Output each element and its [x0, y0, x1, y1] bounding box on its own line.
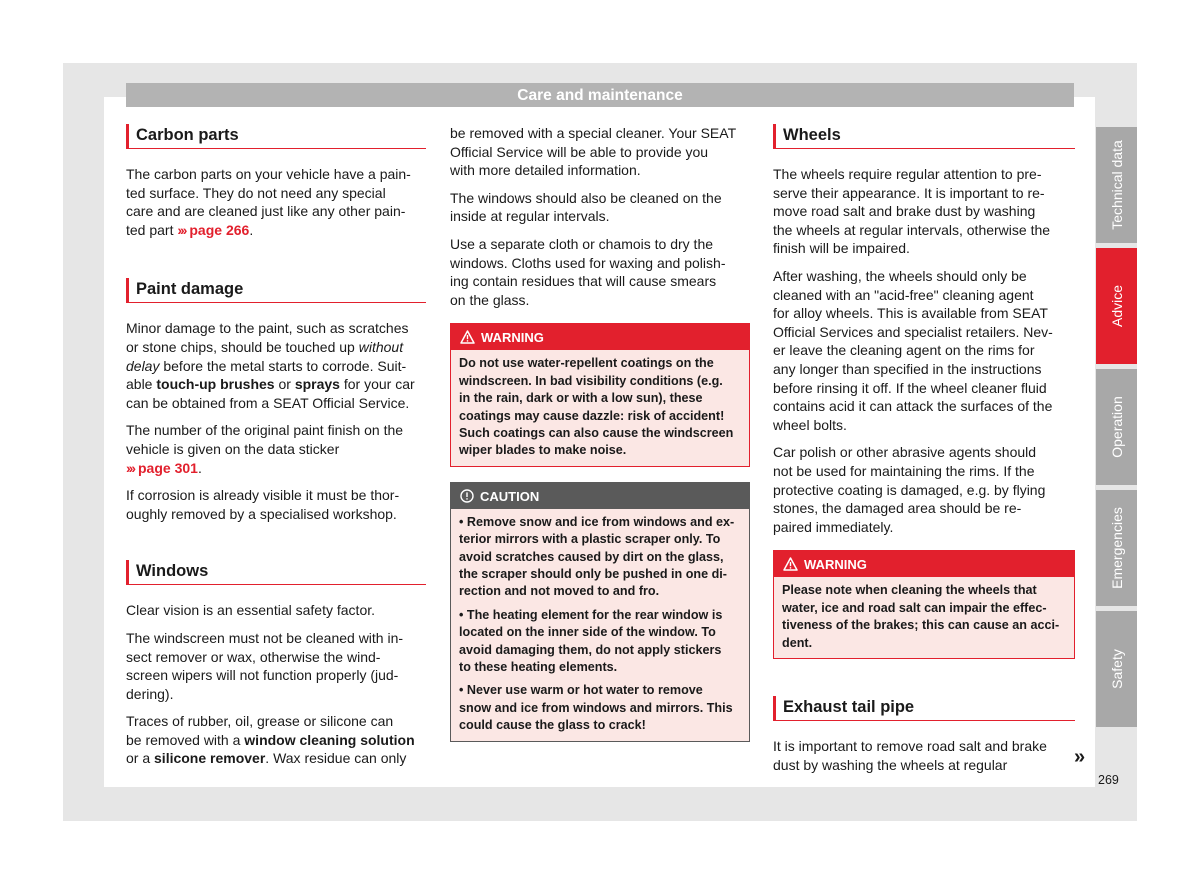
paint-damage-paragraph-3: If corrosion is already visible it must be thor- oughly removed by a specialised workshop. — [126, 487, 400, 522]
column-3 — [773, 124, 1075, 774]
tab-advice[interactable]: Advice — [1096, 248, 1137, 364]
caution-item: • Remove snow and ice from windows and ex- terior mirrors with a plastic scraper only. To avoid scratches caused by dirt on the glass, the scraper should only be pushed in one di- rection and not moved to and fro. — [459, 514, 735, 599]
tab-operation[interactable]: Operation — [1096, 369, 1137, 485]
warning-text: Do not use water-repellent coatings on the windscreen. In bad visibility conditions (e.g. in the rain, dark or with a low sun), these coatings may cause dazzle: risk of accident! Such coatings can also cause the windscreen wiper blades to make noise. — [459, 356, 734, 458]
windows-paragraph-1: Clear vision is an essential safety factor. — [126, 602, 376, 619]
caution-item: • Never use warm or hot water to remove snow and ice from windows and mirrors. This could cause the glass to crack! — [459, 683, 733, 733]
wheels-paragraph-2: After washing, the wheels should only be cleaned with an "acid-free" cleaning agent for alloy wheels. This is available from SEAT Official Services and specialist retailers. Nev- er leave the cleaning agent on the rims for any longer than specified in the instructions before rinsing it off. If the wheel cleaner fluid contains acid it can attack the surfaces of the wheel bolts. — [773, 267, 1053, 433]
windows-paragraph-5: The windows should also be cleaned on the inside at regular intervals. — [450, 189, 722, 225]
warning-box-windscreen — [450, 323, 750, 466]
caution-box-windows — [450, 482, 750, 742]
paint-damage-paragraph-2: The number of the original paint finish on the vehicle is given on the data sticker ››› page 301. — [126, 422, 404, 476]
windows-paragraph-6: Use a separate cloth or chamois to dry the windows. Cloths used for waxing and polish- ing contain residues that will cause smears on the glass. — [450, 235, 726, 308]
windows-paragraph-4: be removed with a special cleaner. Your SEAT Official Service will be able to provide you with more detailed information. — [450, 125, 737, 179]
caution-header: CAUTION — [451, 483, 749, 509]
page-ref-arrow: ››› — [177, 221, 186, 238]
caution-circle-icon — [460, 489, 474, 503]
section-title-carbon-parts: Carbon parts — [126, 124, 426, 149]
chapter-header: Care and maintenance — [126, 83, 1074, 107]
paint-damage-paragraph-1: Minor damage to the paint, such as scratches or stone chips, should be touched up without delay before the metal starts to corrode. Suit- able touch-up brushes or sprays for your car can be obtained from a SEAT Official Service. — [126, 320, 415, 411]
tab-safety[interactable]: Safety — [1096, 611, 1137, 727]
caution-text — [451, 509, 749, 741]
warning-box-wheels — [773, 550, 1075, 659]
page-ref-link[interactable]: page 301 — [138, 459, 198, 476]
windows-paragraph-3: Traces of rubber, oil, grease or silicone can be removed with a window cleaning solution or a silicone remover. Wax residue can only — [126, 713, 415, 767]
tab-emergencies[interactable]: Emergencies — [1096, 490, 1137, 606]
tab-technical-data[interactable]: Technical data — [1096, 127, 1137, 243]
section-title-wheels: Wheels — [773, 124, 1075, 149]
warning-header: WARNING — [774, 551, 1074, 577]
section-title-exhaust-tail-pipe: Exhaust tail pipe — [773, 696, 1075, 721]
wheels-paragraph-3: Car polish or other abrasive agents should not be used for maintaining the rims. If the protective coating is damaged, e.g. by flying stones, the damaged area should be re- paired immediately. — [773, 444, 1046, 535]
section-title-paint-damage: Paint damage — [126, 278, 426, 303]
caution-item: • The heating element for the rear window is located on the inner side of the window. To avoid damaging them, do not apply stickers to these heating elements. — [459, 607, 723, 675]
wheels-paragraph-1: The wheels require regular attention to pre- serve their appearance. It is important to re- move road salt and brake dust by washing the wheels at regular intervals, otherwise the finish will be impaired. — [773, 166, 1051, 257]
page-number: 269 — [1098, 773, 1119, 787]
page-ref-arrow: ››› — [126, 459, 134, 476]
exhaust-paragraph-1: It is important to remove road salt and brake dust by washing the wheels at regular — [773, 737, 1047, 773]
warning-triangle-icon — [460, 330, 475, 344]
warning-text: Please note when cleaning the wheels that water, ice and road salt can impair the effec- tiveness of the brakes; this can cause an acci- dent. — [782, 583, 1060, 650]
warning-header: WARNING — [451, 324, 749, 350]
column-2 — [450, 124, 750, 742]
continued-next-page-icon: » — [1074, 746, 1086, 768]
warning-triangle-icon — [783, 557, 798, 571]
carbon-parts-paragraph: The carbon parts on your vehicle have a pain- ted surface. They do not need any special care and are cleaned just like any other pain- ted part ››› page 266. — [126, 166, 411, 238]
section-title-windows: Windows — [126, 560, 426, 585]
column-1 — [126, 124, 426, 768]
windows-paragraph-2: The windscreen must not be cleaned with in- sect remover or wax, otherwise the wind- screen wipers will not function properly (jud- dering). — [126, 629, 404, 702]
page-ref-link[interactable]: page 266 — [189, 221, 250, 238]
